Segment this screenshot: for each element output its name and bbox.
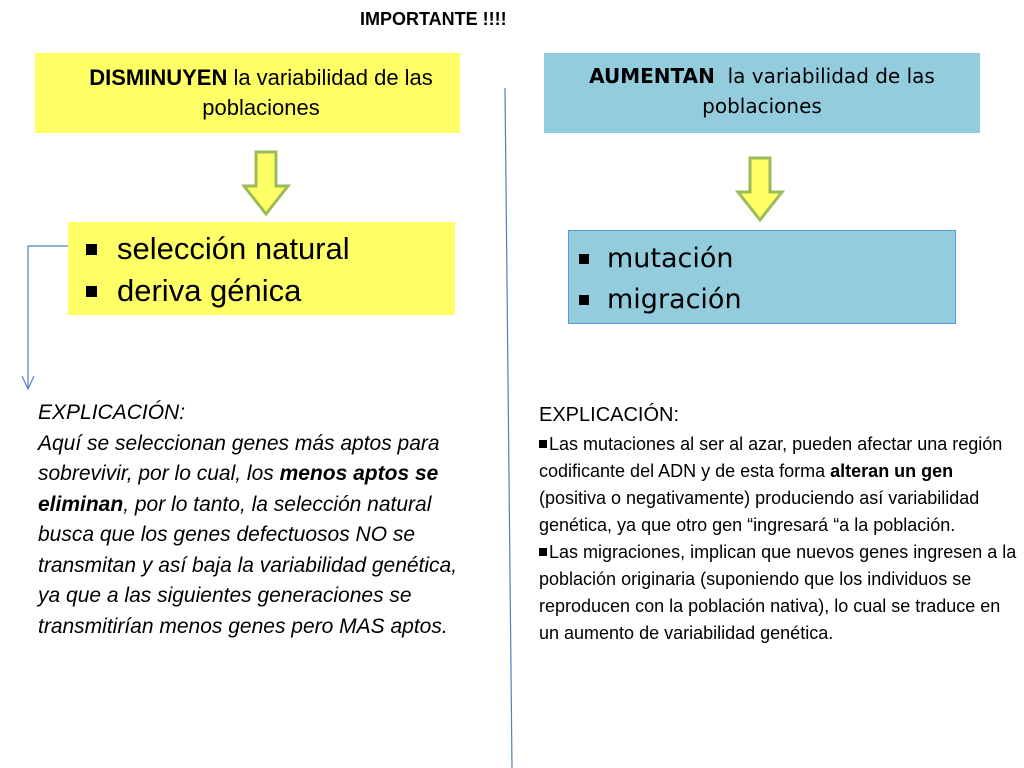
factor-label: mutación — [607, 243, 734, 274]
list-item — [86, 228, 455, 270]
explanation-text: Las migraciones, implican que nuevos genes ingresen a la población originaria (suponiendo que los individuos se reproducen con la población nativa), lo cual se traduce en un aumento de variabilidad genética. — [539, 542, 1017, 643]
explanation-body — [38, 429, 458, 643]
increase-header-bold: AUMENTAN — [589, 64, 715, 88]
increase-header-box — [544, 53, 980, 133]
list-item — [579, 279, 955, 320]
decrease-header-bold: DISMINUYEN — [89, 65, 228, 90]
square-bullet-icon — [86, 244, 97, 255]
list-item — [579, 238, 955, 279]
explanation-heading: EXPLICACIÓN: — [539, 404, 680, 426]
explanation-text: Las mutaciones al ser al azar, pueden afectar una región codificante del ADN y de esta forma — [539, 434, 1003, 481]
list-item — [86, 270, 455, 312]
explanation-paragraph-mutation — [539, 431, 1019, 539]
decrease-header-box — [35, 53, 460, 133]
factor-label: selección natural — [117, 231, 350, 266]
explanation-emphasis: menos aptos se eliminan — [38, 462, 439, 516]
page-title: IMPORTANTE !!!! — [360, 9, 507, 29]
increase-header-text: la variabilidad de las poblaciones — [702, 64, 942, 118]
explanation-text: (positiva o negativamente) produciendo así variabilidad genética, ya que otro gen “ingresará “a la población. — [539, 488, 980, 535]
connector-arrow-line — [28, 246, 68, 388]
explanation-emphasis: alteran un gen — [830, 461, 954, 481]
decrease-factors-box — [68, 222, 455, 315]
explanation-heading: EXPLICACIÓN: — [38, 401, 186, 424]
decrease-explanation — [38, 398, 458, 642]
square-bullet-icon — [539, 548, 547, 556]
square-bullet-icon — [86, 286, 97, 297]
increase-factors-box — [568, 230, 956, 324]
square-bullet-icon — [539, 440, 547, 448]
square-bullet-icon — [579, 254, 589, 264]
increase-explanation — [539, 402, 1019, 647]
decrease-header-text: la variabilidad de las poblaciones — [202, 65, 433, 120]
square-bullet-icon — [579, 295, 589, 305]
explanation-text: Aquí se seleccionan genes más aptos para sobrevivir, por lo cual, los — [38, 431, 440, 485]
down-arrow-right — [738, 158, 782, 220]
explanation-text: , por lo tanto, la selección natural busca que los genes defectuosos NO se transmitan y así baja la variabilidad genética, ya que a las siguientes generaciones se transmitirían menos genes pero MAS aptos. — [38, 492, 458, 638]
factor-label: deriva génica — [117, 273, 302, 308]
explanation-paragraph-migration — [539, 539, 1019, 647]
down-arrow-left — [244, 152, 288, 214]
divider-line — [505, 88, 512, 768]
factor-label: migración — [607, 284, 742, 315]
